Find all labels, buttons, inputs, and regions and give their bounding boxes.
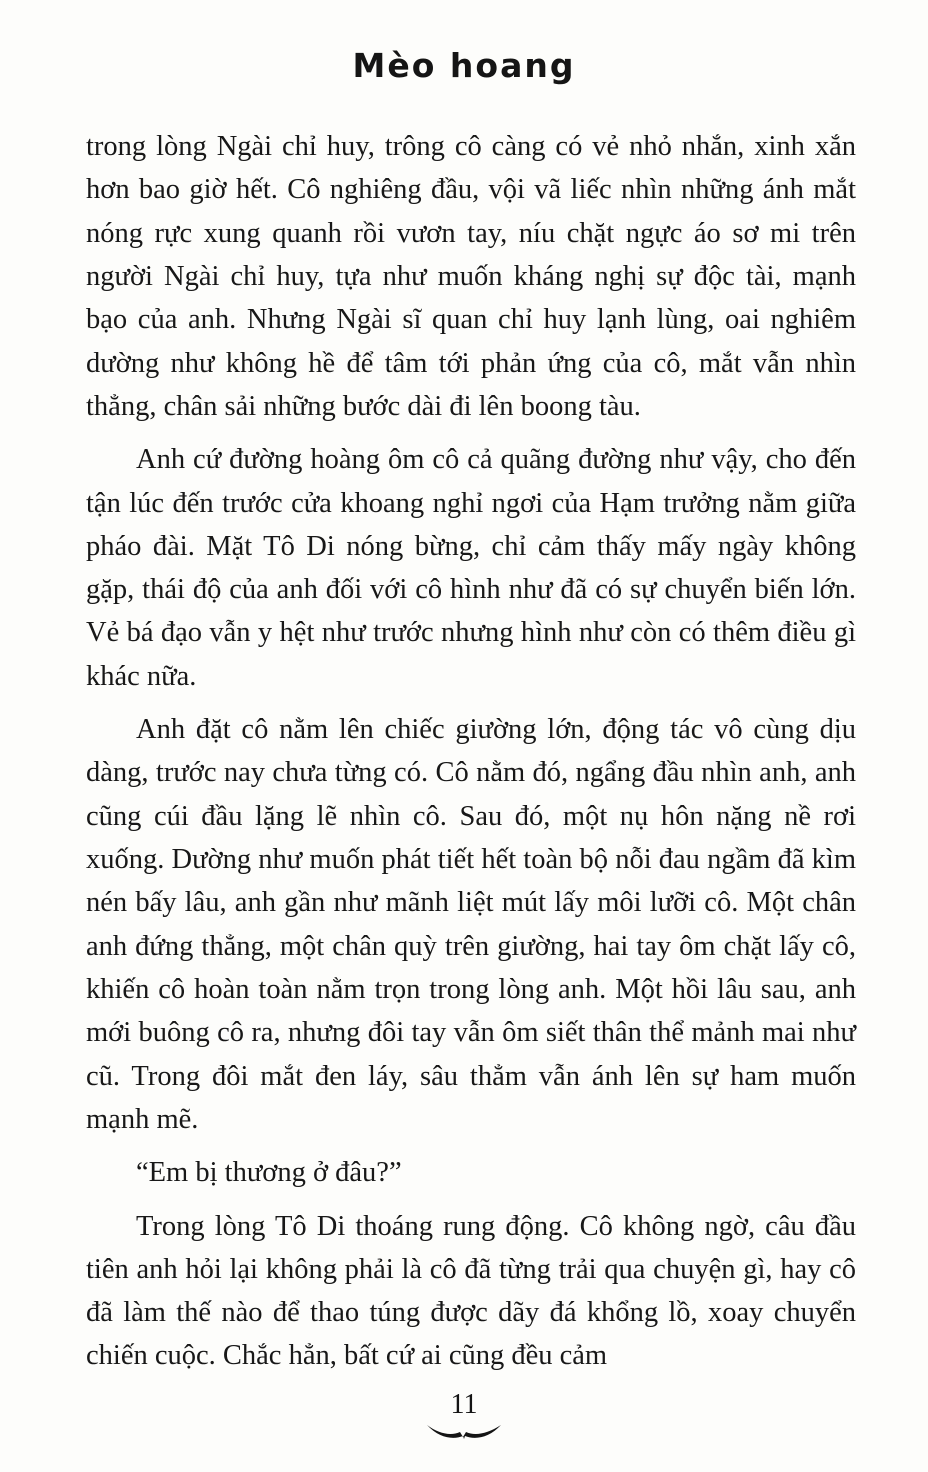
paragraph: trong lòng Ngài chỉ huy, trông cô càng có vẻ nhỏ nhắn, xinh xắn hơn bao giờ hết. Cô nghiêng đầu, vội vã liếc nhìn những ánh mắt nóng rực xung quanh rồi vươn tay, níu chặt ngực áo sơ mi trên người Ngài chỉ huy, tựa như muốn kháng nghị sự độc tài, mạnh bạo của anh. Nhưng Ngài sĩ quan chỉ huy lạnh lùng, oai nghiêm dường như không hề để tâm tới phản ứng của cô, mắt vẫn nhìn thẳng, chân sải những bước dài đi lên boong tàu. [86,131,856,422]
page-footer [0,1389,928,1446]
wings-ornament-icon [425,1423,503,1441]
paragraph: Anh cứ đường hoàng ôm cô cả quãng đường như vậy, cho đến tận lúc đến trước cửa khoang nghỉ ngơi của Hạm trưởng nằm giữa pháo đài. Mặt Tô Di nóng bừng, chỉ cảm thấy mấy ngày không gặp, thái độ của anh đối với cô hình như đã có sự chuyển biến lớn. Vẻ bá đạo vẫn y hệt như trước nhưng hình như còn có thêm điều gì khác nữa. [86,444,856,692]
paragraph: Trong lòng Tô Di thoáng rung động. Cô không ngờ, câu đầu tiên anh hỏi lại không phải là cô đã từng trải qua chuyện gì, hay cô đã làm thế nào để thao túng được dãy đá khổng lồ, xoay chuyển chiến cuộc. Chắc hẳn, bất cứ ai cũng đều cảm [86,1210,856,1372]
running-head-title: Mèo hoang [352,46,576,85]
paragraph: “Em bị thương ở đâu?” [136,1157,402,1189]
page-body [86,125,856,1378]
page-number: 11 [450,1389,478,1420]
paragraph: Anh đặt cô nằm lên chiếc giường lớn, động tác vô cùng dịu dàng, trước nay chưa từng có. Cô nằm đó, ngẩng đầu nhìn anh, anh cũng cúi đầu lặng lẽ nhìn cô. Sau đó, một nụ hôn nặng nề rơi xuống. Dường như muốn phát tiết hết toàn bộ nỗi đau ngầm đã kìm nén bấy lâu, anh gần như mãnh liệt mút lấy môi lưỡi cô. Một chân anh đứng thẳng, một chân quỳ trên giường, hai tay ôm chặt lấy cô, khiến cô hoàn toàn nằm trọn trong lòng anh. Một hồi lâu sau, anh mới buông cô ra, nhưng đôi tay vẫn ôm siết thân thể mảnh mai như cũ. Trong đôi mắt đen láy, sâu thẳm vẫn ánh lên sự ham muốn mạnh mẽ. [86,714,856,1135]
